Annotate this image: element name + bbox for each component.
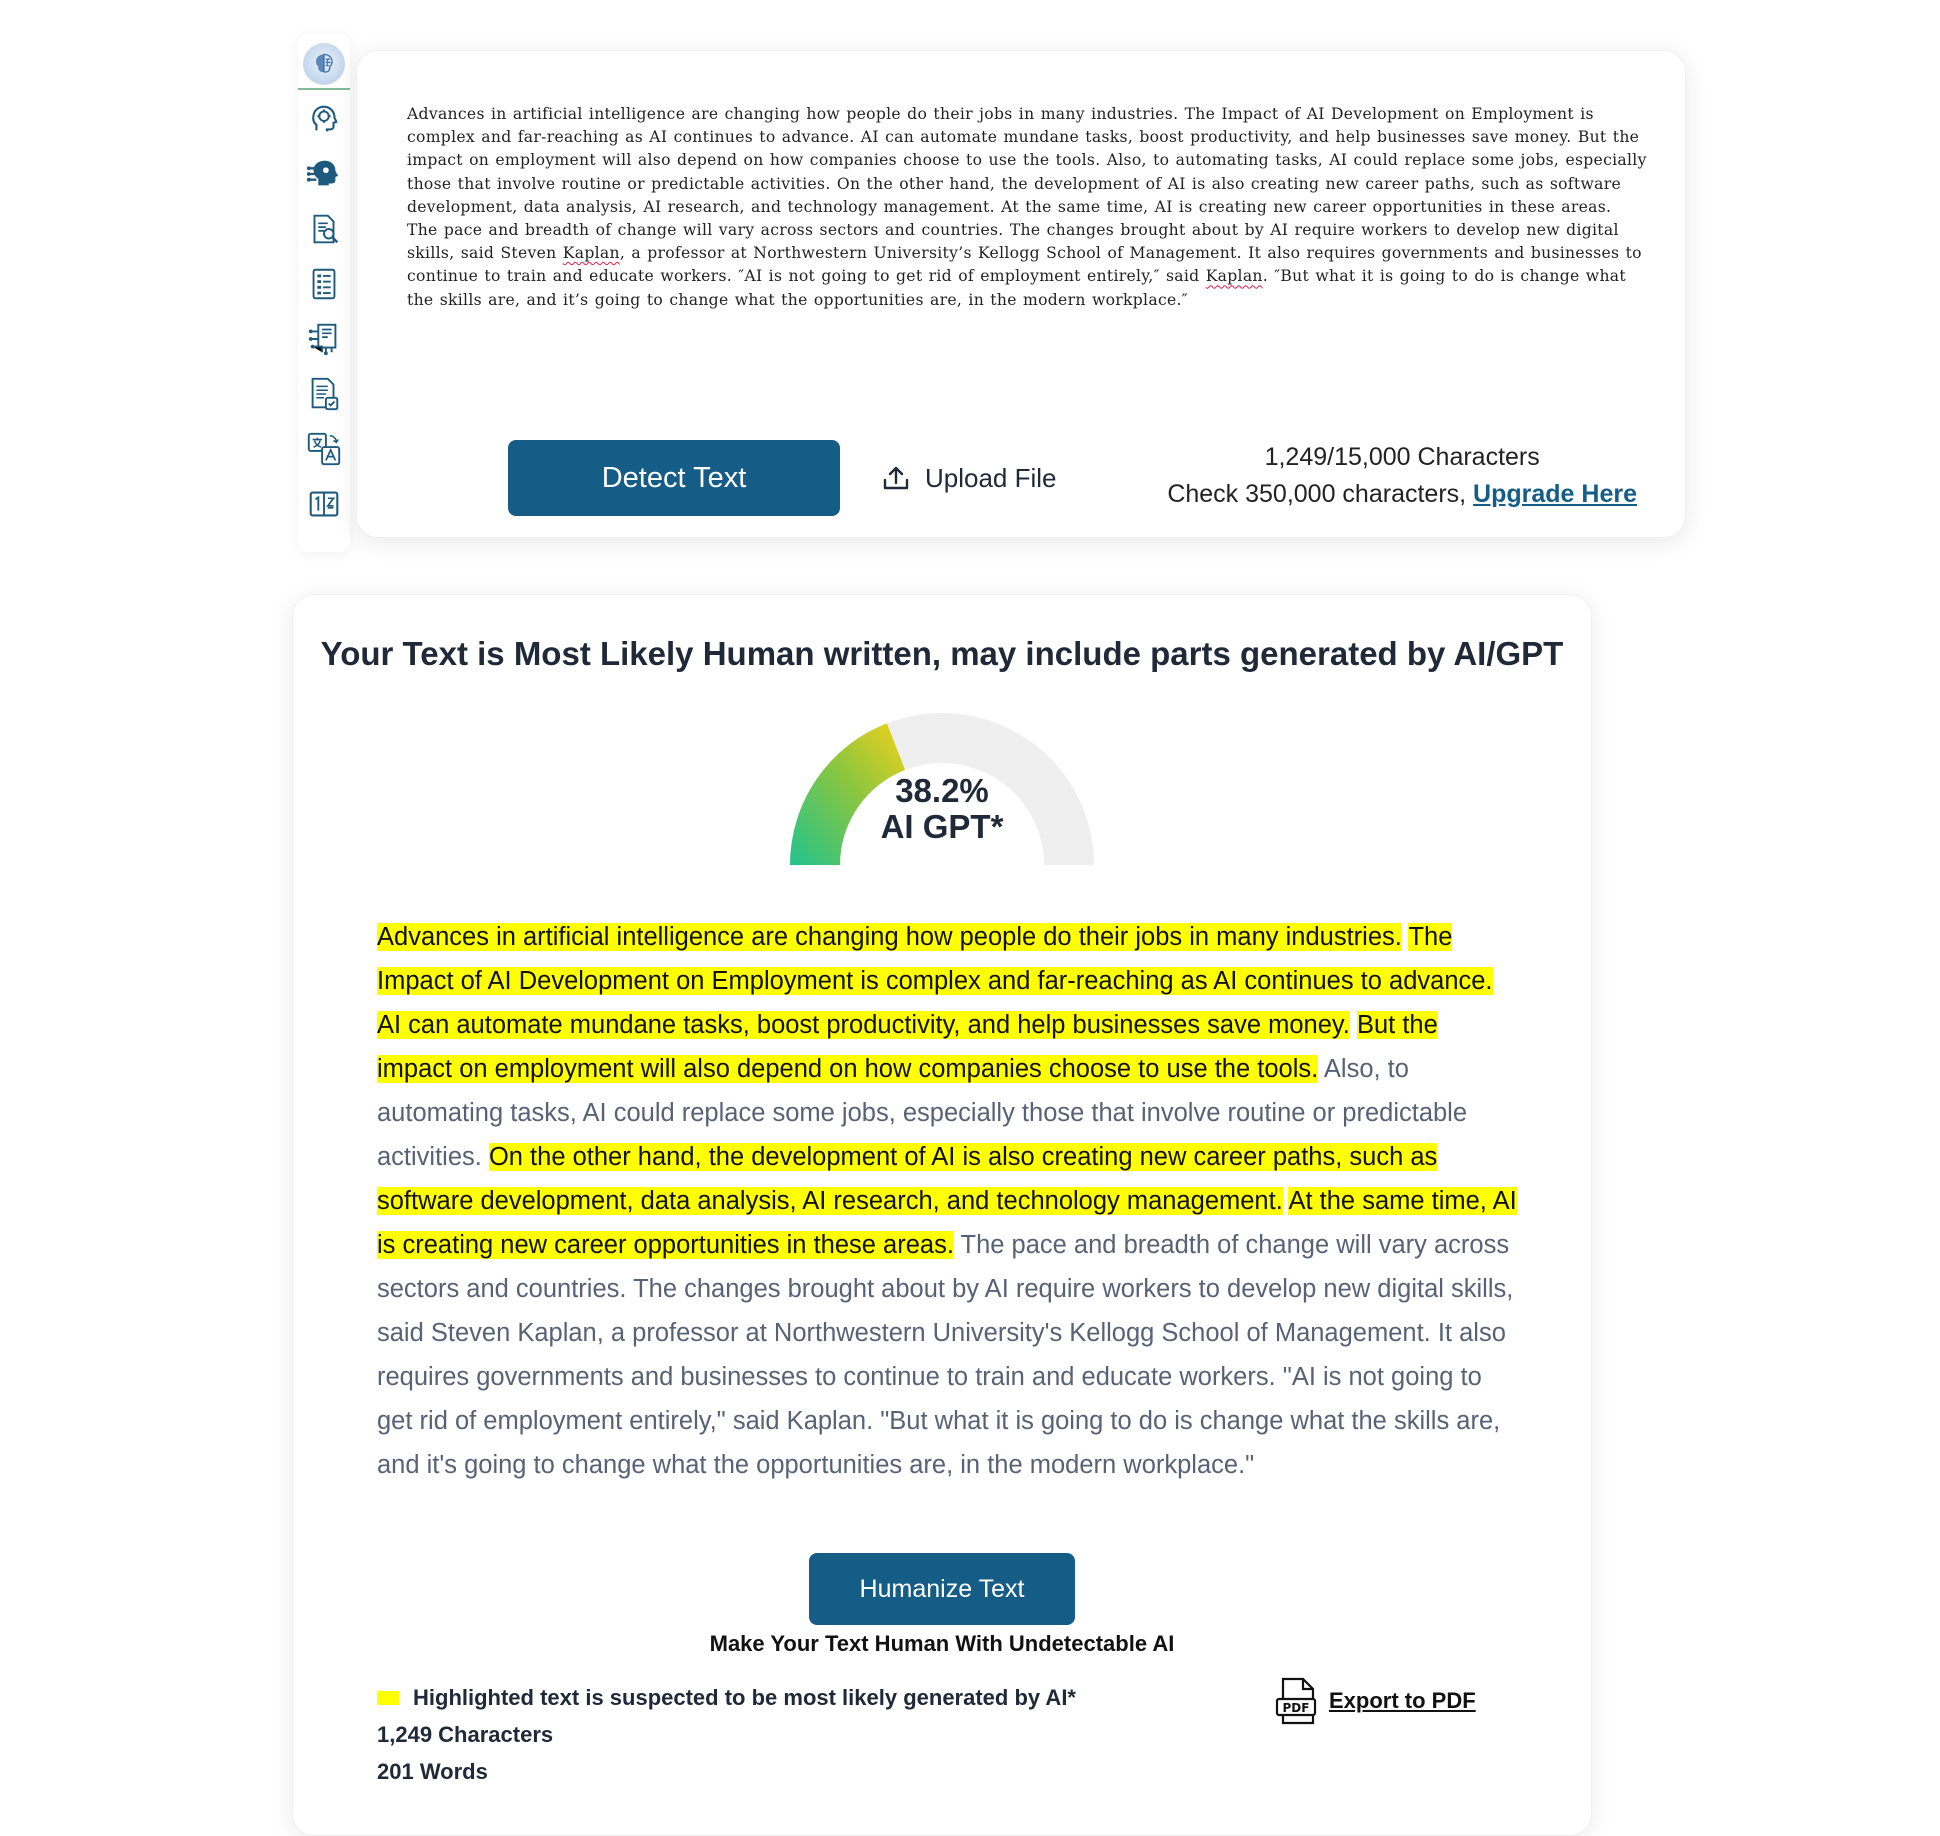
character-counter <box>1167 439 1637 513</box>
number-compare-icon <box>305 485 343 523</box>
human-text-span: The pace and breadth of change will vary across sectors and countries. The changes brought about by AI require workers to develop new digital skills, said Steven Kaplan, a professor at Northwestern University's Kellogg School of Management. It also requires governments and businesses to continue to train and educate workers. "AI is not going to get rid of employment entirely," said Kaplan. "But what it is going to do is change what the skills are, and it's going to change what the opportunities are, in the modern workplace." <box>377 1231 1514 1479</box>
sidebar-item-doc-search[interactable] <box>298 201 350 256</box>
character-count: 1,249 Characters <box>377 1722 554 1747</box>
gauge-percent: 38.2% <box>895 772 989 809</box>
text-input-card <box>356 50 1686 538</box>
pdf-file-icon <box>1275 1677 1319 1725</box>
sidebar-item-compare[interactable] <box>298 476 350 531</box>
sidebar-item-circuit-doc[interactable] <box>298 311 350 366</box>
analysed-text <box>377 915 1517 1487</box>
result-title: Your Text is Most Likely Human written, may include parts generated by AI/GPT <box>320 635 1564 672</box>
ai-highlighted-sentence: Advances in artificial intelligence are changing how people do their jobs in many industries. <box>377 923 1402 951</box>
ai-highlighted-sentence: The Impact of AI Development on Employment is complex and far-reaching as AI continues to advance. <box>377 923 1493 995</box>
legend-text: Highlighted text is suspected to be most likely generated by AI* <box>413 1685 1076 1710</box>
checklist-icon <box>305 265 343 303</box>
brain-logo-icon <box>303 43 345 85</box>
result-card <box>292 594 1592 1836</box>
spellcheck-word: Kaplan <box>1205 267 1263 286</box>
document-search-icon <box>305 210 343 248</box>
export-pdf-label: Export to PDF <box>1329 1688 1476 1713</box>
ai-highlighted-sentence: But the impact on employment will also depend on how companies choose to use the tools. <box>377 1011 1438 1083</box>
document-check-icon <box>305 375 343 413</box>
gauge-label <box>787 773 1097 845</box>
text-input-area[interactable] <box>407 103 1647 312</box>
ai-highlighted-sentence: AI can automate mundane tasks, boost productivity, and help businesses save money. <box>377 1011 1350 1039</box>
upload-icon <box>881 463 911 493</box>
ai-highlighted-sentence: On the other hand, the development of AI is also creating new career paths, such as software development, data analysis, AI research, and technology management. <box>377 1143 1438 1215</box>
ai-score-gauge <box>787 707 1097 867</box>
char-count-text: 1,249/15,000 Characters <box>1264 443 1540 471</box>
upgrade-prefix: Check 350,000 characters, <box>1167 480 1474 508</box>
sidebar-item-doc-check[interactable] <box>298 366 350 421</box>
input-text-part-2: , a professor at Northwestern University’s Kellogg School of Management. It also requires governments and businesses to continue to train and educate workers. ″AI is not going to get rid of employment entirely,″ said <box>407 244 1642 286</box>
sidebar-item-robot[interactable] <box>298 146 350 201</box>
human-text-span <box>1350 1011 1357 1039</box>
humanize-text-button[interactable]: Humanize Text <box>809 1553 1075 1625</box>
tool-sidebar <box>298 34 350 552</box>
ai-highlighted-sentence: At the same time, AI is creating new career opportunities in these areas. <box>377 1187 1517 1259</box>
robot-head-icon <box>305 155 343 193</box>
upgrade-line <box>1167 476 1637 513</box>
human-text-span: Also, to automating tasks, AI could replace some jobs, especially those that involve routine or predictable activities. <box>377 1055 1468 1171</box>
word-count: 201 Words <box>377 1759 488 1784</box>
spellcheck-word: Kaplan <box>562 244 620 263</box>
export-pdf-button[interactable] <box>1275 1677 1476 1725</box>
input-text-part-3: . ″But what it is going to do is change what the skills are, and it’s going to change what the opportunities are, in the modern workplace.″ <box>407 267 1626 309</box>
sidebar-item-translate[interactable] <box>298 421 350 476</box>
upload-file-label: Upload File <box>925 462 1057 493</box>
highlight-swatch <box>377 1691 399 1705</box>
gauge-caption: AI GPT* <box>880 808 1004 845</box>
highlight-legend <box>377 1685 1076 1711</box>
translate-icon <box>305 430 343 468</box>
svg-text:PDF: PDF <box>1282 1701 1310 1715</box>
input-text-part-1: Advances in artificial intelligence are changing how people do their jobs in many industries. The Impact of AI Development on Employment is complex and far-reaching as AI continues to advance. AI can automate mundane tasks, boost productivity, and help businesses save money. But the impact on employment will also depend on how companies choose to use the tools. Also, to automating tasks, AI could replace some jobs, especially those that involve routine or predictable activities. On the other hand, the development of AI is also creating new career paths, such as software development, data analysis, AI research, and technology management. At the same time, AI is creating new career opportunities in these areas. The pace and breadth of change will vary across sectors and countries. The changes brought about by AI require workers to develop new digital skills, said Steven <box>407 105 1647 263</box>
circuit-doc-icon <box>305 320 343 358</box>
sidebar-item-checklist[interactable] <box>298 256 350 311</box>
head-ai-icon <box>305 100 343 138</box>
sidebar-item-home[interactable] <box>298 36 350 91</box>
upgrade-link[interactable]: Upgrade Here <box>1473 480 1637 508</box>
upload-file-button[interactable] <box>881 440 1057 516</box>
sidebar-item-ai-head[interactable] <box>298 91 350 146</box>
humanize-subtitle: Make Your Text Human With Undetectable AI <box>709 1631 1175 1656</box>
detect-text-button[interactable]: Detect Text <box>508 440 840 516</box>
